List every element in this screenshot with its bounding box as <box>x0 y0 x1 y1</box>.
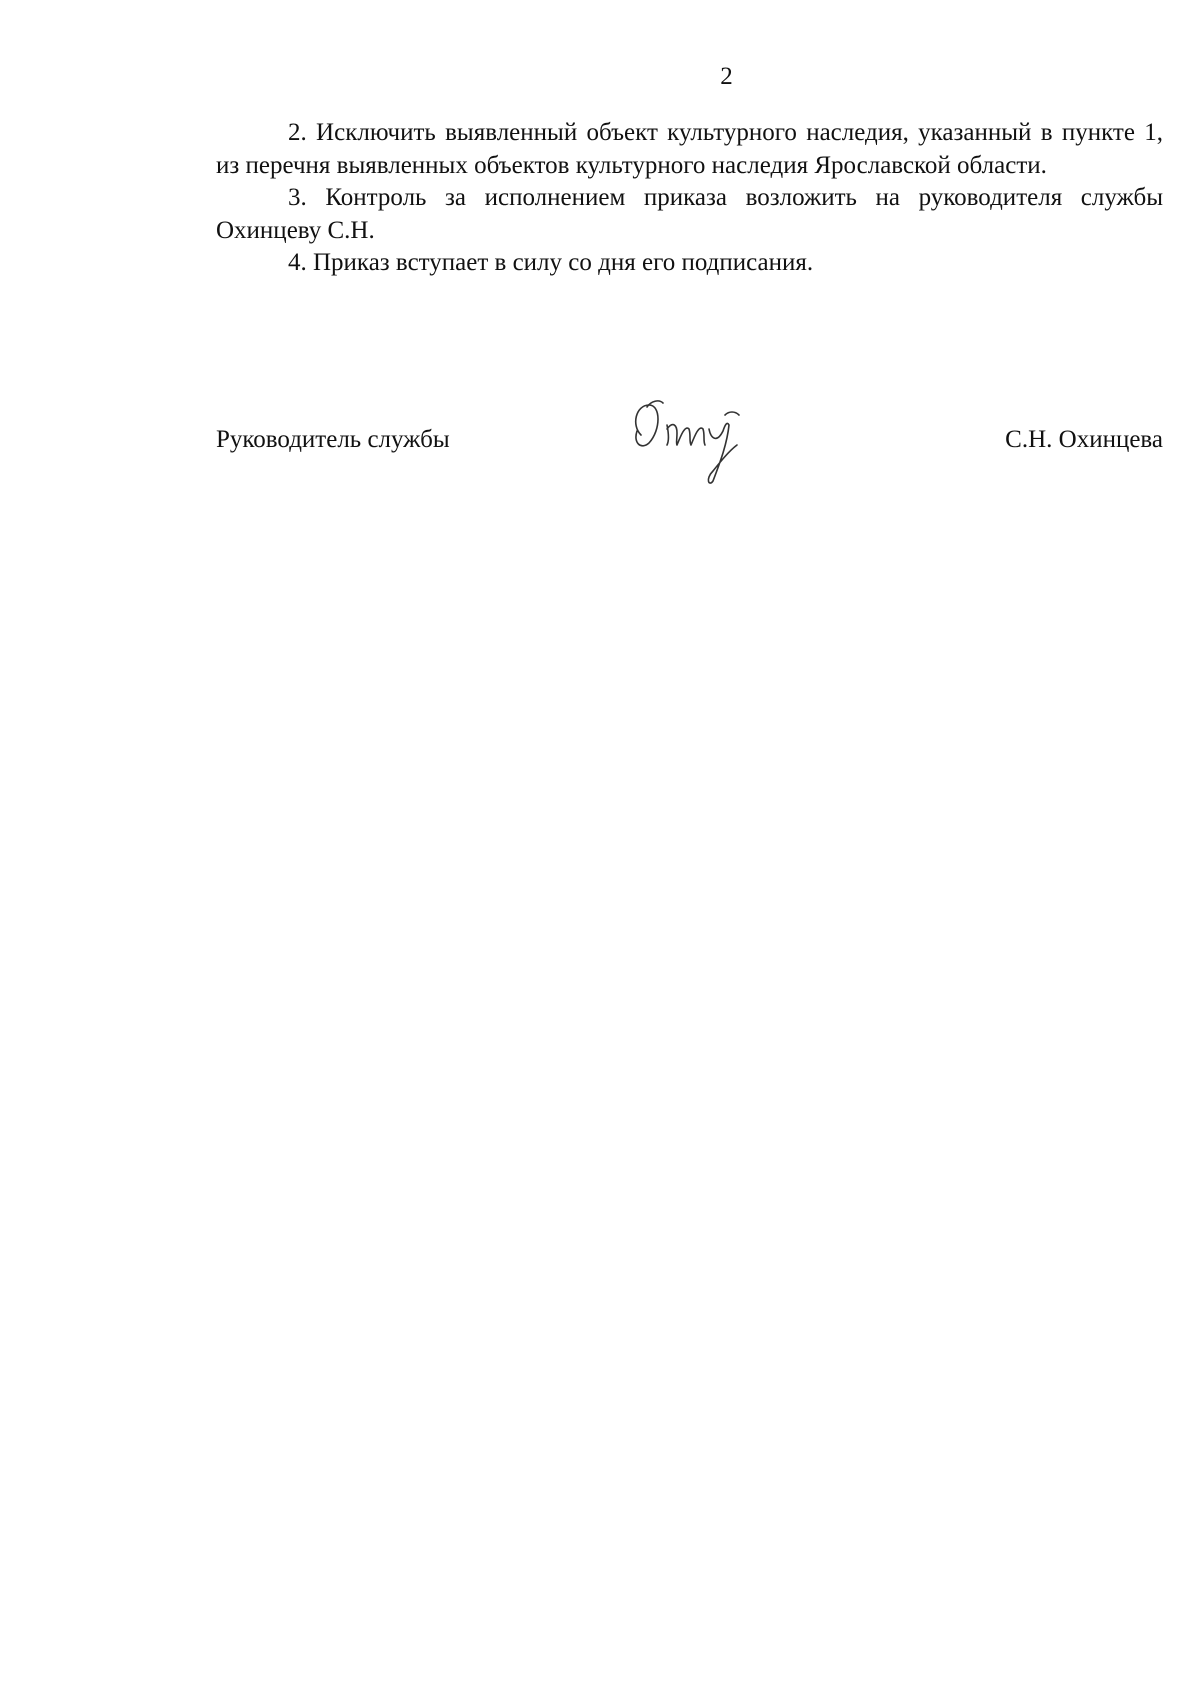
page-number: 2 <box>720 63 733 90</box>
signatory-name: С.Н. Охинцева <box>1005 426 1163 453</box>
paragraph-item-4: 4. Приказ вступает в силу со дня его подписания. <box>288 249 814 276</box>
document-body <box>216 117 1163 280</box>
handwritten-signature <box>621 395 761 485</box>
signatory-position: Руководитель службы <box>216 426 450 453</box>
signature-block <box>216 395 1163 485</box>
paragraph-item-3: 3. Контроль за исполнением приказа возложить на руководителя службы Охинцеву С.Н. <box>216 184 1163 244</box>
paragraph-item-2: 2. Исключить выявленный объект культурного наследия, указанный в пункте 1, из перечня выявленных объектов культурного наследия Ярославской области. <box>216 119 1163 179</box>
